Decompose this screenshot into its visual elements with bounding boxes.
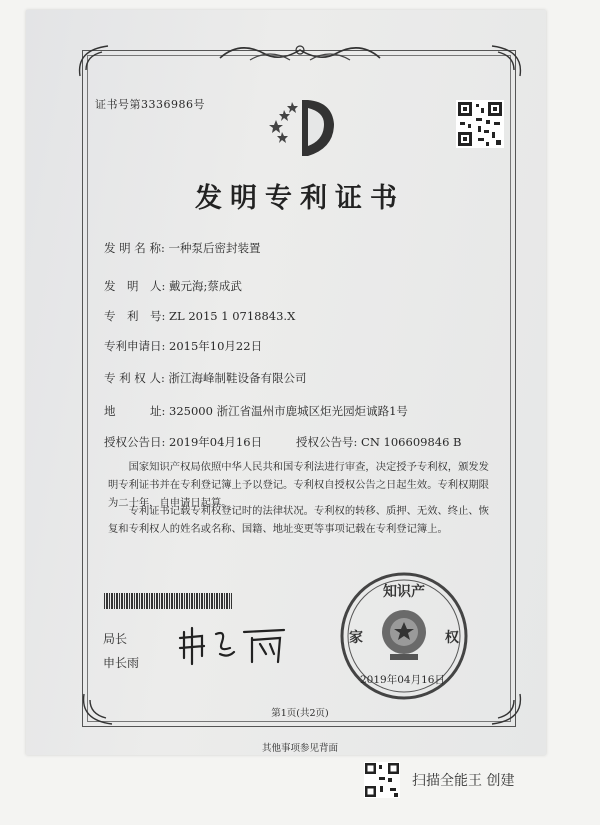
field-invention-name	[104, 240, 261, 256]
field-label: 专利申请日:	[104, 339, 166, 353]
page-number: 第1页(共2页)	[271, 708, 329, 719]
field-address	[104, 403, 408, 419]
field-inventor	[104, 278, 242, 294]
svg-text:知识产: 知识产	[383, 584, 425, 600]
field-label: 授权公告号:	[296, 435, 358, 449]
scanner-watermark: 扫描全能王 创建	[412, 773, 515, 789]
grant-statement: 国家知识产权局依照中华人民共和国专利法进行审查，决定授予专利权，颁发发明专利证书并在专利登记簿上予以登记。专利权自授权公告之日起生效。专利权期限为二十年，自申请日起算。	[108, 461, 489, 509]
certificate-title: 发明专利证书	[195, 183, 405, 214]
field-value: ZL 2015 1 0718843.X	[169, 309, 296, 323]
field-label: 发 明 名 称:	[104, 241, 165, 255]
field-label: 发 明 人:	[104, 279, 166, 293]
field-label: 专 利 号:	[104, 309, 166, 323]
field-label: 授权公告日:	[104, 435, 166, 449]
qr-code-icon	[456, 100, 504, 148]
field-patentee	[104, 370, 307, 386]
scanner-qr-icon	[364, 762, 400, 798]
field-value: 戴元海;蔡成武	[169, 279, 242, 293]
director-title: 局长	[103, 632, 128, 646]
field-label: 地 址:	[104, 404, 166, 418]
certificate-number: 证书号第3336986号	[95, 98, 205, 111]
field-value: 325000 浙江省温州市鹿城区炬光园炬诚路1号	[169, 404, 408, 418]
field-application-date	[104, 338, 262, 354]
field-value: 浙江海峰制鞋设备有限公司	[168, 371, 307, 385]
svg-text:家: 家	[349, 630, 363, 646]
svg-text:权: 权	[445, 630, 459, 646]
handwritten-signature	[176, 618, 296, 668]
director-name: 申长雨	[103, 656, 140, 670]
corner-ornament-top-right	[488, 40, 528, 80]
field-value: 一种泵后密封装置	[168, 241, 261, 255]
corner-ornament-top-left	[72, 40, 112, 80]
field-value: 2019年04月16日	[169, 435, 263, 449]
legal-status-statement: 专利证书记载专利权登记时的法律状况。专利权的转移、质押、无效、终止、恢复和专利权人的姓名或名称、国籍、地址变更等事项记载在专利登记簿上。	[108, 505, 489, 535]
patent-emblem-icon	[268, 90, 340, 160]
seal-date: 2019年04月16日	[360, 674, 445, 686]
field-value: 2015年10月22日	[169, 339, 263, 353]
top-ornament	[210, 38, 390, 68]
field-value: CN 106609846 B	[361, 435, 462, 449]
barcode-icon	[104, 593, 232, 609]
field-label: 专 利 权 人:	[104, 371, 165, 385]
footer-note: 其他事项参见背面	[261, 743, 338, 754]
field-grant-number	[296, 434, 462, 450]
field-patent-number	[104, 308, 295, 324]
field-grant-date	[104, 434, 262, 450]
